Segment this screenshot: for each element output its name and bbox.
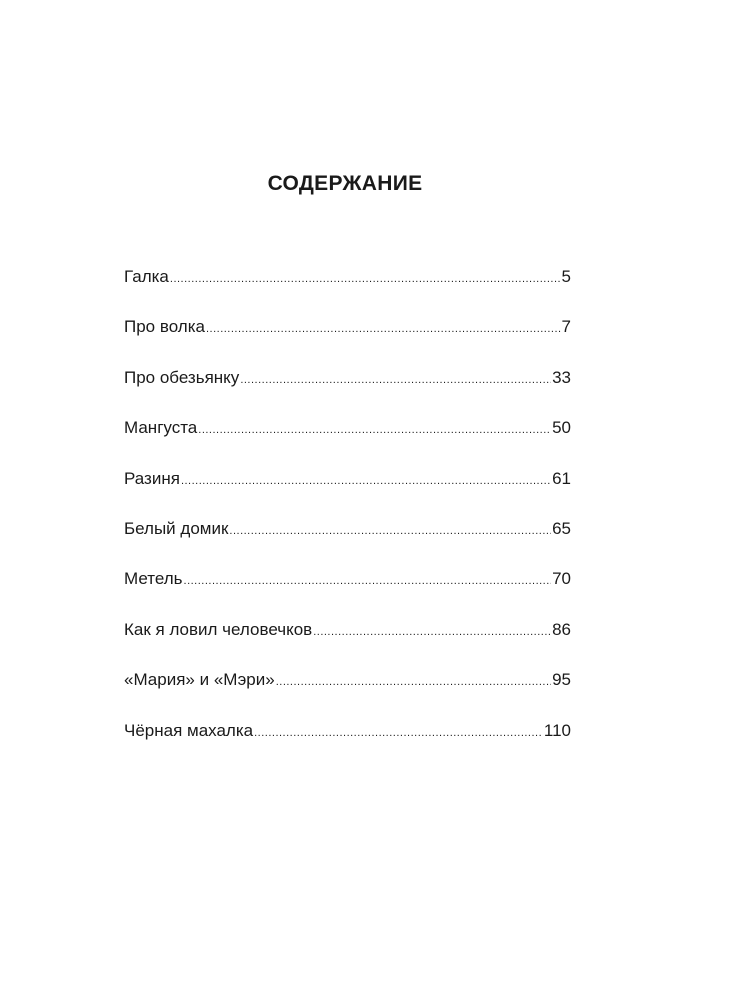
toc-entry [124, 464, 571, 514]
toc-entry-page: 61 [552, 468, 571, 488]
toc-entry-title: Белый домик [124, 518, 229, 538]
dot-leader [181, 466, 551, 496]
toc-entry-title: Разиня [124, 468, 180, 488]
toc-entry [124, 413, 571, 463]
toc-entry-page: 50 [552, 418, 571, 438]
toc-entry-title: Как я ловил человечков [124, 619, 313, 639]
toc-entry [124, 716, 571, 766]
toc-entry [124, 514, 571, 564]
dot-leader [170, 264, 561, 294]
toc-entry-title: Галка [124, 267, 169, 286]
page-title: СОДЕРЖАНИЕ [267, 172, 423, 195]
toc-entry [124, 262, 571, 312]
toc-entry [124, 665, 571, 715]
dot-leader [313, 617, 551, 647]
toc-entry-page: 70 [552, 569, 571, 589]
toc-entry-page: 86 [552, 619, 571, 639]
toc-entry [124, 312, 571, 362]
toc-entry-title: «Мария» и «Мэри» [124, 670, 275, 690]
dot-leader [240, 365, 551, 395]
toc-entry-page: 7 [561, 317, 571, 337]
toc-entry-title: Чёрная махалка [124, 720, 254, 740]
toc-entry-title: Про обезьянку [124, 367, 240, 387]
dot-leader [184, 566, 552, 596]
toc-entry-page: 110 [543, 720, 571, 740]
toc-entry [124, 564, 571, 614]
dot-leader [206, 314, 561, 344]
table-of-contents [124, 262, 571, 766]
dot-leader [254, 718, 543, 748]
toc-entry-page: 95 [552, 670, 571, 690]
toc-entry-page: 33 [552, 367, 571, 387]
toc-entry [124, 363, 571, 413]
toc-entry-title: Про волка [124, 317, 205, 337]
toc-entry-page: 5 [561, 267, 571, 286]
toc-entry-page: 65 [552, 518, 571, 538]
toc-entry [124, 615, 571, 665]
dot-leader [198, 415, 551, 445]
toc-entry-title: Мангуста [124, 418, 198, 438]
toc-entry-title: Метель [124, 569, 183, 589]
dot-leader [276, 667, 551, 697]
dot-leader [229, 516, 551, 546]
